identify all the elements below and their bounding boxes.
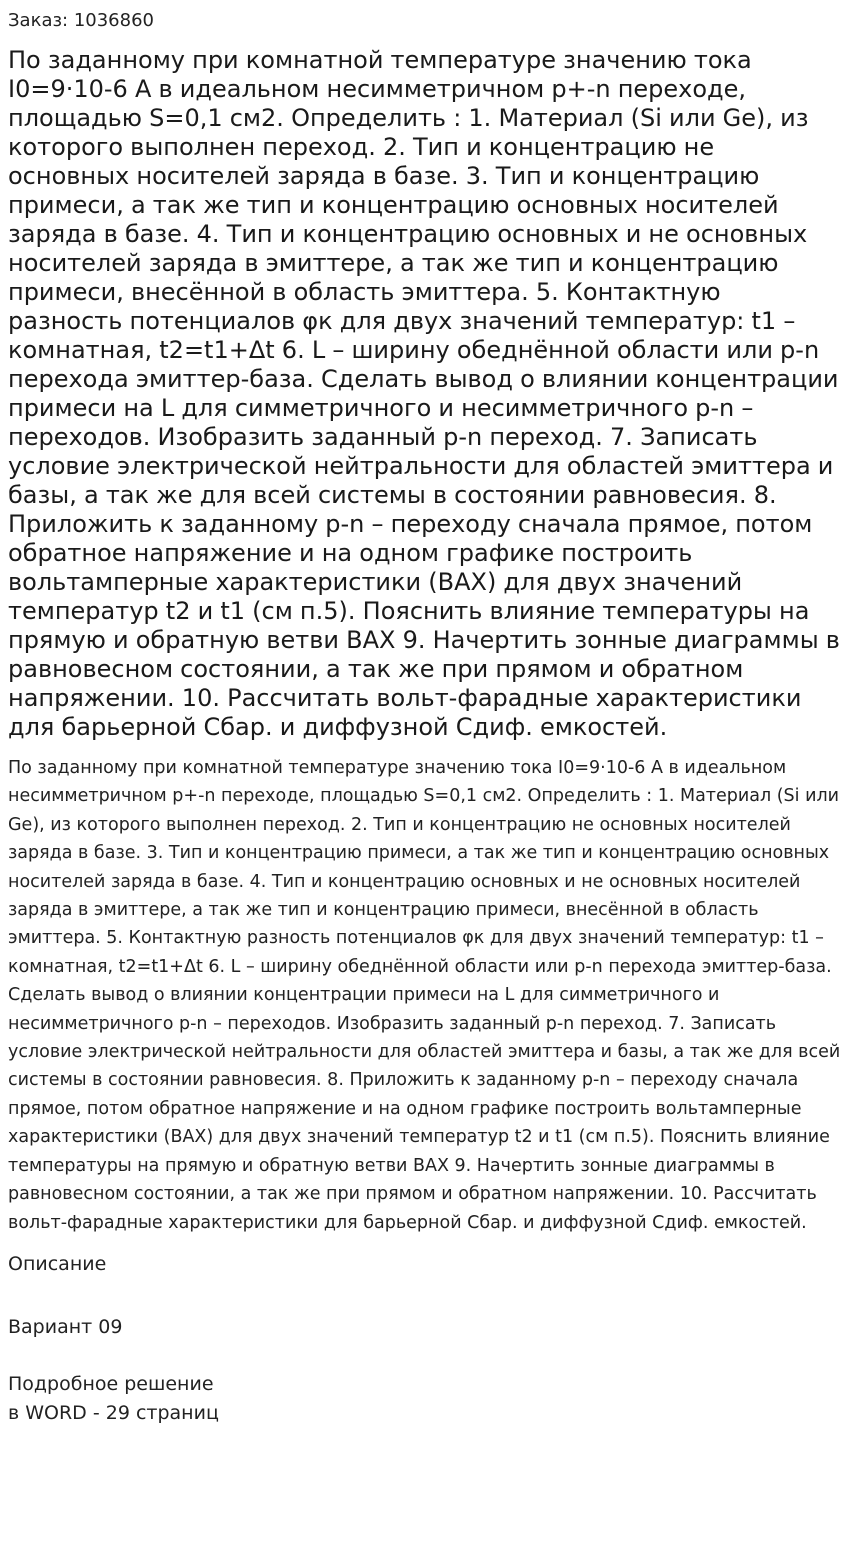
spacer bbox=[8, 1342, 841, 1370]
variant-label: Вариант 09 bbox=[8, 1315, 123, 1338]
task-body: По заданному при комнатной температуре значению тока I0=9·10-6 А в идеальном несимметричном p+-n переходе, площадью S=0,1 см2. Определить : 1. Материал (Si или Ge), из которого выполнен переход. 2. Тип и концентрацию не основных носителей заряда в базе. 3. Тип и концентрацию примеси, а так же тип и концентрацию основных носителей заряда в базе. 4. Тип и концентрацию основных и не основных носителей заряда в эмиттере, а так же тип и концентрацию примеси, внесённой в область эмиттера. 5. Контактную разность потенциалов φк для двух значений температур: t1 – комнатная, t2=t1+Δt 6. L – ширину обеднённой области или p-n перехода эмиттер-база. Сделать вывод о влиянии концентрации примеси на L для симметричного и несимметричного p-n – переходов. Изобразить заданный p-n переход. 7. Записать условие электрической нейтральности для областей эмиттера и базы, а так же для всей системы в состоянии равновесия. 8. Приложить к заданному p-n – переходу сначала прямое, потом обратное напряжение и на одном графике построить вольтамперные характеристики (ВАХ) для двух значений температур t2 и t1 (см п.5). Пояснить влияние температуры на прямую и обратную ветви ВАХ 9. Начертить зонные диаграммы в равновесном состоянии, а так же при прямом и обратном напряжении. 10. Рассчитать вольт-фарадные характеристики для барьерной Сбар. и диффузной Сдиф. емкостей. bbox=[8, 758, 841, 1233]
order-number: Заказ: 1036860 bbox=[8, 10, 154, 31]
solution-line-2: в WORD - 29 страниц bbox=[8, 1401, 219, 1424]
description-heading: Описание bbox=[8, 1252, 107, 1275]
task-title: По заданному при комнатной температуре значению тока I0=9·10-6 А в идеальном несимметричном p+-n переходе, площадью S=0,1 см2. Определить : 1. Материал (Si или Ge), из которого выполнен переход. 2. Тип и концентрацию не основных носителей заряда в базе. 3. Тип и концентрацию примеси, а так же тип и концентрацию основных носителей заряда в базе. 4. Тип и концентрацию основных и не основных носителей заряда в эмиттере, а так же тип и концентрацию примеси, внесённой в область эмиттера. 5. Контактную разность потенциалов φк для двух значений температур: t1 – комнатная, t2=t1+Δt 6. L – ширину обеднённой области или p-n перехода эмиттер-база. Сделать вывод о влиянии концентрации примеси на L для симметричного и несимметричного p-n – переходов. Изобразить заданный p-n переход. 7. Записать условие электрической нейтральности для областей эмиттера и базы, а так же для всей системы в состоянии равновесия. 8. Приложить к заданному p-n – переходу сначала прямое, потом обратное напряжение и на одном графике построить вольтамперные характеристики (ВАХ) для двух значений температур t2 и t1 (см п.5). Пояснить влияние температуры на прямую и обратную ветви ВАХ 9. Начертить зонные диаграммы в равновесном состоянии, а так же при прямом и обратном напряжении. 10. Рассчитать вольт-фарадные характеристики для барьерной Сбар. и диффузной Сдиф. емкостей. bbox=[8, 46, 840, 741]
solution-line-1: Подробное решение bbox=[8, 1372, 214, 1395]
